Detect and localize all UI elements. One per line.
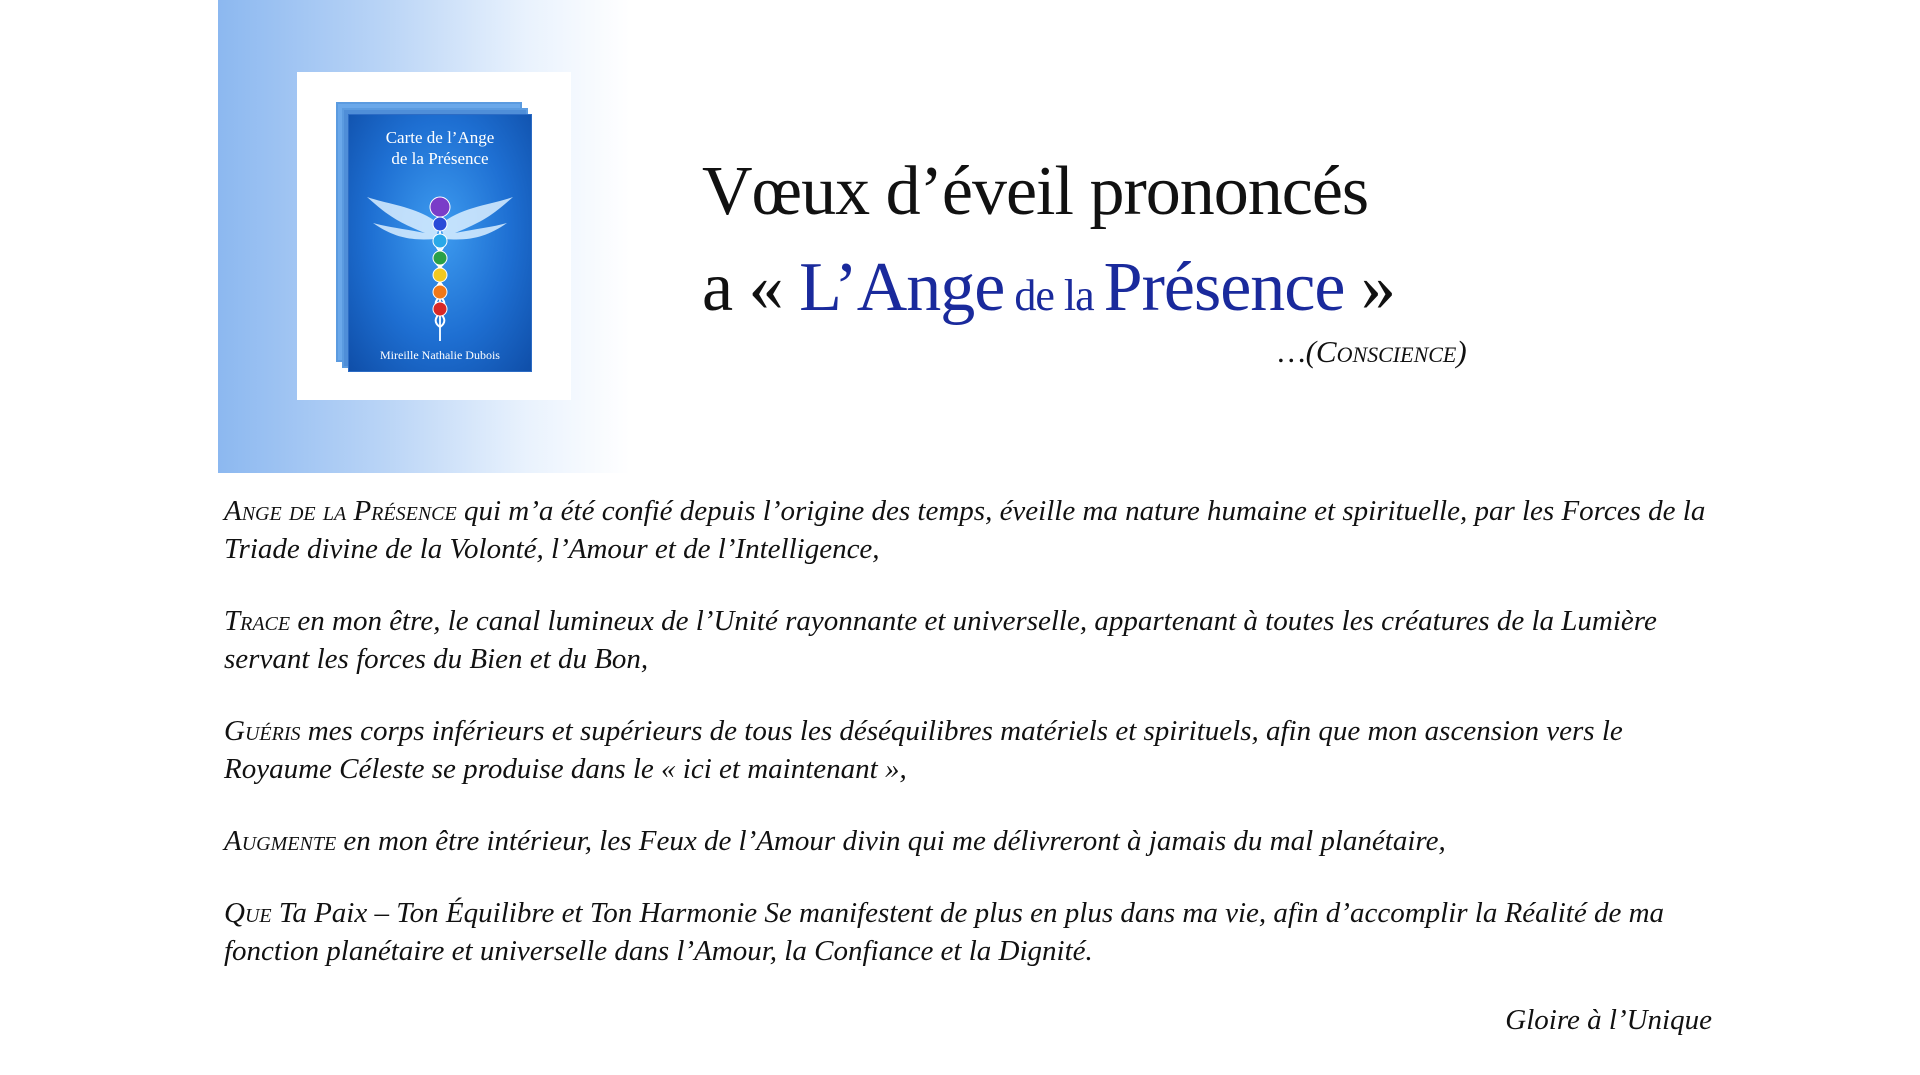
chakra-orb [430, 197, 450, 217]
angel-wings-caduceus-icon [365, 177, 515, 341]
vow-lead-word: Que [224, 897, 272, 929]
chakra-orb [433, 302, 447, 316]
card-title-line1: Carte de l’Ange [385, 128, 495, 147]
card-author: Mireille Nathalie Dubois [380, 348, 500, 362]
vow-paragraph [224, 492, 1724, 568]
closing-line: Gloire à l’Unique [1505, 1004, 1712, 1036]
title-suffix: » [1344, 249, 1395, 326]
title-dela: de la [1004, 271, 1104, 320]
subtitle-suffix: ) [1456, 334, 1467, 369]
vow-text: Ta Paix – Ton Équilibre et Ton Harmonie Se manifestent de plus en plus dans ma vie, afin d’accomplir la Réalité de ma fonction planétaire et universelle dans l’Amour, la Confiance et la Dignité. [224, 897, 1665, 967]
vow-paragraph [224, 712, 1724, 788]
angel-card-image [348, 114, 532, 372]
vow-lead-word: Augmente [224, 825, 337, 857]
chakra-orb [433, 234, 447, 248]
page-title-line2 [702, 246, 1395, 338]
vow-paragraph [224, 894, 1724, 970]
vow-text: en mon être, le canal lumineux de l’Unité rayonnante et universelle, appartenant à toutes les créatures de la Lumière servant les forces du Bien et du Bon, [224, 605, 1657, 675]
title-prefix: a « [702, 249, 800, 326]
chakra-orb [433, 217, 447, 231]
vow-text: qui m’a été confié depuis l’origine des temps, éveille ma nature humaine et spirituelle, par les Forces de la Triade divine de la Volonté, l’Amour et de l’Intelligence, [224, 495, 1706, 565]
vow-text: en mon être intérieur, les Feux de l’Amour divin qui me délivreront à jamais du mal planétaire, [336, 825, 1446, 857]
chakra-orb [433, 251, 447, 265]
page-subtitle [1278, 334, 1467, 370]
vow-paragraph [224, 822, 1724, 860]
vow-lead-word: Guéris [224, 715, 301, 747]
subtitle-prefix: …( [1278, 334, 1316, 369]
title-ange: L’Ange [799, 249, 1005, 326]
vow-lead-word: Ange de la Présence [224, 495, 457, 527]
card-title [349, 127, 531, 169]
chakra-orb [433, 285, 447, 299]
chakra-orb [433, 268, 447, 282]
page-title-line1: Vœux d’éveil prononcés [702, 153, 1369, 230]
vow-paragraph [224, 602, 1724, 678]
vow-text: mes corps inférieurs et supérieurs de tous les déséquilibres matériels et spirituels, afin que mon ascension vers le Royaume Céleste se produise dans le « ici et maintenant », [224, 715, 1623, 785]
card-title-line2: de la Présence [391, 149, 489, 168]
vow-lead-word: Trace [224, 605, 291, 637]
subtitle-word: Conscience [1315, 334, 1457, 369]
title-presence: Présence [1103, 249, 1345, 326]
